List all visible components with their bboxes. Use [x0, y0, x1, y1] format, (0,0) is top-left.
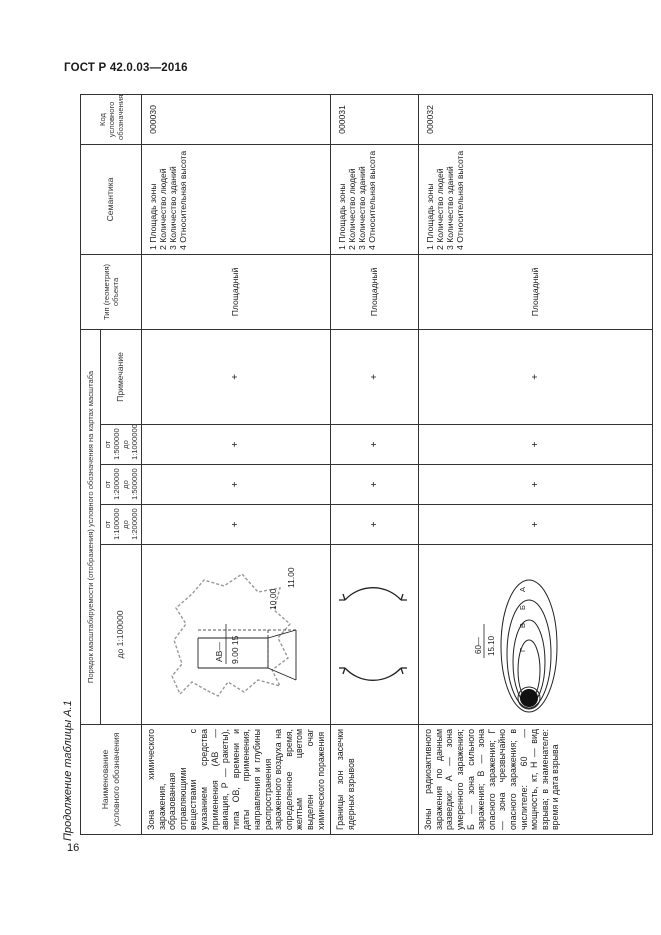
symbol-label-line2: 9.00 15 — [230, 635, 241, 664]
semantics-item: 3 Количество зданий — [168, 166, 178, 250]
row-name: Зона химического заражения, образованная отравляющими веществами с указанием средства применения (АВ — авиация, Р — ракеты), типа ОВ, времени и даты применения, направления и глубины распространения зараженного воздуха на определенное время, желтым цветом выделен очаг химического поражения — [142, 725, 331, 835]
radiation-zone-symbol — [459, 548, 609, 720]
symbol-label-line1: АВ— — [214, 642, 225, 662]
table-row — [142, 94, 331, 834]
semantics-item: 2 Количество людей — [435, 168, 446, 250]
row-name: Границы зон засечки ядерных взрывов — [331, 725, 419, 835]
object-type: Площадный — [142, 254, 331, 329]
semantics-item: 3 Количество зданий — [445, 166, 456, 250]
col-header-semantics: Семантика — [81, 144, 142, 254]
scale-200k-mark: + — [142, 505, 331, 545]
symbols-table — [80, 94, 653, 835]
semantics-item: 2 Количество людей — [158, 168, 168, 250]
rotated-table-container — [80, 95, 592, 835]
col-header-scale-500k: от 1:200000 до 1:500000 — [101, 465, 142, 505]
scale-200k-mark: + — [331, 505, 419, 545]
scale-500k-mark: + — [331, 465, 419, 505]
document-header: ГОСТ Р 42.0.03—2016 — [64, 62, 188, 74]
table-row — [419, 94, 653, 834]
symbol-time-2: 11.00 — [286, 567, 297, 588]
scale-500k-mark: + — [142, 465, 331, 505]
semantics-item: 4 Относительная высота — [367, 150, 378, 250]
semantics-item: 2 Количество людей — [347, 168, 358, 250]
scale-200k-mark: + — [419, 505, 653, 545]
symbol-code: 000032 — [419, 94, 653, 144]
symbol-code: 000031 — [331, 94, 419, 144]
col-header-name: Наименование условного обозначения — [81, 725, 142, 835]
object-type: Площадный — [331, 254, 419, 329]
symbol-cell — [142, 545, 331, 725]
col-header-order: Порядок масштабируемости (отображения) условного обозначения на картах масштаба — [81, 329, 101, 724]
nuclear-detection-symbol — [333, 548, 413, 720]
symbol-time-1: 10.00 — [268, 588, 279, 610]
semantics-item: 3 Количество зданий — [357, 166, 368, 250]
object-type: Площадный — [419, 254, 653, 329]
table-row — [331, 94, 419, 834]
zone-label-b: Б — [518, 605, 528, 610]
row-name: Зоны радиоактивного заражения по данным разведки: А — зона умеренного заражения; Б — зона сильного заражения; В — зона опасного заражения; Г — зона чрезвычайно опасного заражения; в числителе: 60 — мощность, кт, Н — вид взрыва; в знаменателе: время и дата взрыва — [419, 725, 653, 835]
col-header-type: Тип (геометрия) объекта — [81, 254, 142, 329]
col-header-scale-1m: от 1:500000 до 1:1000000 — [101, 425, 142, 465]
semantics-item: 4 Относительная высота — [455, 150, 466, 250]
semantics-item: 4 Относительная высота — [178, 150, 188, 250]
scale-1m-mark: + — [419, 425, 653, 465]
semantics-item: 1 Площадь зоны — [425, 183, 436, 250]
zone-label-v: В — [518, 622, 528, 628]
symbol-code: 000030 — [142, 94, 331, 144]
scale-1m-mark: + — [142, 425, 331, 465]
symbol-cell — [331, 545, 419, 725]
semantics-list — [331, 144, 419, 254]
semantics-item: 1 Площадь зоны — [148, 183, 158, 250]
note-mark: + — [142, 329, 331, 424]
symbol-cell — [419, 545, 653, 725]
semantics-list — [142, 144, 331, 254]
semantics-item: 1 Площадь зоны — [337, 183, 348, 250]
fraction-denominator: 15.10 — [487, 635, 497, 656]
semantics-list — [419, 144, 653, 254]
table-caption: Продолжение таблицы А.1 — [62, 700, 74, 841]
note-mark: + — [331, 329, 419, 424]
col-header-code: Код условного обозначения — [81, 94, 142, 144]
page-number: 16 — [67, 842, 80, 854]
zone-label-g: Г — [518, 647, 528, 652]
col-header-scale-200k: от 1:100000 до 1:200000 — [101, 505, 142, 545]
note-mark: + — [419, 329, 653, 424]
scale-1m-mark: + — [331, 425, 419, 465]
chemical-zone-symbol — [164, 548, 304, 720]
fraction-numerator: 60— — [474, 637, 484, 654]
col-header-note: Примечание — [101, 329, 142, 424]
scale-500k-mark: + — [419, 465, 653, 505]
col-header-scale-100k: до 1:100000 — [101, 545, 142, 725]
zone-label-a: А — [518, 586, 528, 592]
